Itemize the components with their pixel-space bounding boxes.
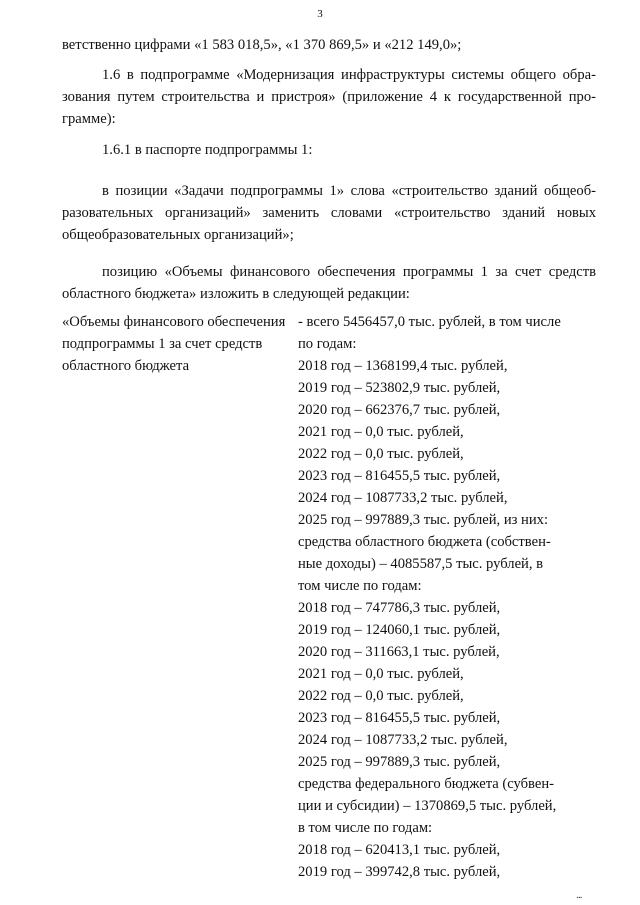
- table-label-line: подпрограммы 1 за счет средств: [62, 336, 263, 352]
- table-value-line: по годам:: [298, 336, 357, 352]
- funding-table-label: [62, 311, 298, 377]
- paragraph-line: в позиции «Задачи подпрограммы 1» слова «строительство зданий общеоб-: [102, 183, 596, 199]
- paragraph-line: позицию «Объемы финансового обеспечения программы 1 за счет средств: [102, 264, 596, 280]
- table-value-line: том числе по годам:: [298, 578, 422, 594]
- table-value-line: 2024 год – 1087733,2 тыс. рублей,: [298, 732, 508, 748]
- table-value-line: - всего 5456457,0 тыс. рублей, в том числе: [298, 314, 561, 330]
- paragraph-line: областного бюджета» изложить в следующей редакции:: [62, 286, 410, 302]
- table-value-line: 2020 год – 662376,7 тыс. рублей,: [298, 402, 501, 418]
- table-value-line: 2023 год – 816455,5 тыс. рублей,: [298, 468, 501, 484]
- table-value-line: 2018 год – 1368199,4 тыс. рублей,: [298, 358, 508, 374]
- table-value-line: средства федерального бюджета (субвен-: [298, 776, 555, 792]
- paragraph-1-6-1: 1.6.1 в паспорте подпрограммы 1:: [102, 142, 313, 158]
- paragraph-line: 1.6 в подпрограмме «Модернизация инфраструктуры системы общего обра-: [102, 67, 596, 83]
- table-value-line: 2024 год – 1087733,2 тыс. рублей,: [298, 490, 508, 506]
- table-value-line: 2025 год – 997889,3 тыс. рублей, из них:: [298, 512, 549, 528]
- paragraph-funding: [62, 261, 596, 305]
- paragraph-tasks: [62, 180, 596, 246]
- table-value-line: 2022 год – 0,0 тыс. рублей,: [298, 688, 464, 704]
- paragraph-line: общеобразовательных организаций»;: [62, 227, 294, 243]
- page-number: 3: [317, 8, 323, 20]
- table-value-line: 2018 год – 747786,3 тыс. рублей,: [298, 600, 501, 616]
- table-value-line: в том числе по годам:: [298, 820, 433, 836]
- paragraph-line: зования путем строительства и пристроя» (приложение 4 к государственной про-: [62, 89, 596, 105]
- table-value-line: 2020 год – 311663,1 тыс. рублей,: [298, 644, 500, 660]
- footer-mark: ▪▪▪: [576, 896, 582, 901]
- table-label-line: «Объемы финансового обеспечения: [62, 314, 286, 330]
- table-value-line: 2021 год – 0,0 тыс. рублей,: [298, 424, 464, 440]
- table-value-line: 2019 год – 523802,9 тыс. рублей,: [298, 380, 501, 396]
- table-value-line: 2025 год – 997889,3 тыс. рублей,: [298, 754, 501, 770]
- table-value-line: 2021 год – 0,0 тыс. рублей,: [298, 666, 464, 682]
- table-value-line: 2018 год – 620413,1 тыс. рублей,: [298, 842, 501, 858]
- table-label-line: областного бюджета: [62, 358, 190, 374]
- table-value-line: ные доходы) – 4085587,5 тыс. рублей, в: [298, 556, 544, 572]
- paragraph-line: грамме):: [62, 111, 116, 127]
- funding-table-values: [298, 311, 596, 883]
- paragraph-line: разовательных организаций» заменить словами «строительство зданий новых: [62, 205, 596, 221]
- paragraph-1-6: [62, 64, 596, 130]
- paragraph-continuation: ветственно цифрами «1 583 018,5», «1 370 869,5» и «212 149,0»;: [62, 37, 462, 53]
- table-value-line: ции и субсидии) – 1370869,5 тыс. рублей,: [298, 798, 557, 814]
- table-value-line: средства областного бюджета (собствен-: [298, 534, 551, 550]
- table-value-line: 2019 год – 399742,8 тыс. рублей,: [298, 864, 501, 880]
- table-value-line: 2022 год – 0,0 тыс. рублей,: [298, 446, 464, 462]
- table-value-line: 2023 год – 816455,5 тыс. рублей,: [298, 710, 501, 726]
- table-value-line: 2019 год – 124060,1 тыс. рублей,: [298, 622, 501, 638]
